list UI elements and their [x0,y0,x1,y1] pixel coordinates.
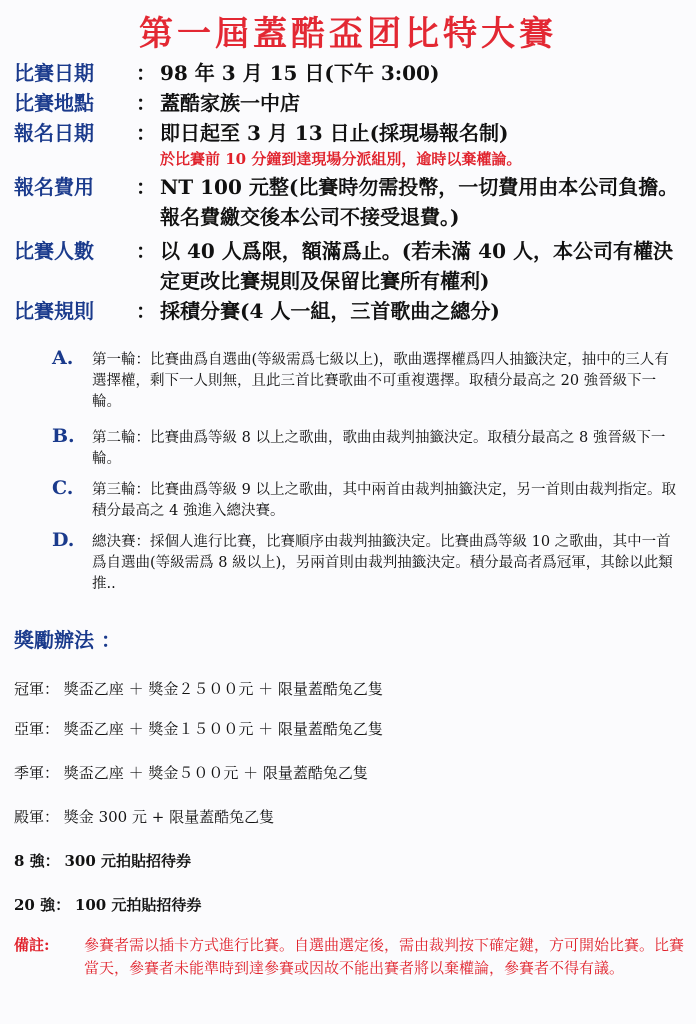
remark-label: 備註: [14,936,50,954]
prize-row-fourth [14,806,674,827]
prize-row-top8 [14,850,674,871]
rule-letter: B. [52,425,75,447]
info-value: 98 年 3 月 15 日(下午 3:00) [160,61,440,85]
info-row-participants [14,236,686,298]
info-colon: ： [136,175,156,199]
info-label: 比賽地點 [14,91,94,115]
page-title: 第一屆蓋酷盃团比特大賽 [139,14,557,54]
info-colon: ： [136,91,156,115]
rule-text: 第一輪：比賽曲爲自選曲(等級需爲七級以上)，歌曲選擇權爲四人抽籤決定，抽中的三人有選擇權，剩下一人則無，且此三首比賽歌曲不可重複選擇。取積分最高之 20 強晉級下一輪。 [92,352,669,410]
info-value: 蓋酷家族一中店 [160,91,300,115]
prize-rank: 冠軍： [14,680,60,698]
info-value: 採積分賽(4 人一組，三首歌曲之總分) [160,299,500,323]
rule-text: 第三輪：比賽曲爲等級 9 以上之歌曲，其中兩首由裁判抽籤決定，另一首則由裁判指定。取積分最高之 4 強進入總決賽。 [92,482,676,519]
rule-letter: A. [52,347,74,369]
info-label: 比賽日期 [14,61,94,85]
info-row-rules [14,296,686,326]
prize-row-champion [14,678,674,699]
arrival-note: 於比賽前 10 分鐘到達現場分派組別，逾時以棄權論。 [160,150,522,168]
info-label: 比賽規則 [14,299,94,323]
prize-rank: 8 強： [14,852,60,870]
prize-row-third [14,762,674,783]
rule-item-b [52,425,688,472]
prize-rank: 殿軍： [14,808,60,826]
info-colon: ： [136,61,156,85]
info-colon: ： [136,121,156,145]
info-value: NT 100 元整(比賽時勿需投幣，一切費用由本公司負擔。報名費繳交後本公司不接受退費。) [160,175,679,229]
prize-detail: 獎盃乙座 ＋ 獎金２５００元 ＋ 限量蓋酷兔乙隻 [63,680,383,698]
info-value: 以 40 人爲限，額滿爲止。(若未滿 40 人，本公司有權決定更改比賽規則及保留比賽所有權利) [160,239,673,293]
prize-detail: 100 元拍貼招待券 [74,896,202,914]
info-row-registration-date [14,118,686,148]
rule-letter: D. [52,529,75,551]
prize-detail: 300 元拍貼招待券 [64,852,191,870]
info-label: 報名日期 [14,121,94,145]
info-label: 報名費用 [14,175,94,199]
prize-detail: 獎盃乙座 ＋ 獎金１５００元 ＋ 限量蓋酷兔乙隻 [63,720,383,738]
prize-row-second [14,718,674,739]
rewards-title: 獎勵辦法 ： [14,628,121,652]
rule-letter: C. [52,477,74,499]
info-colon: ： [136,299,156,323]
info-row-location [14,88,686,118]
info-row-date [14,58,686,88]
rule-item-c [52,477,688,524]
rule-text: 總決賽：採個人進行比賽，比賽順序由裁判抽籤決定。比賽曲爲等級 10 之歌曲，其中一首爲自選曲(等級需爲 8 級以上)，另兩首則由裁判抽籤決定。積分最高者爲冠軍，其餘以此類推.. [92,534,673,592]
rule-item-a [52,347,688,416]
prize-rank: 季軍： [14,764,60,782]
info-row-fee [14,172,686,234]
info-value: 即日起至 3 月 13 日止(採現場報名制) [160,121,509,145]
prize-detail: 獎金 300 元 + 限量蓋酷兔乙隻 [63,808,275,826]
rule-item-d [52,529,688,598]
prize-detail: 獎盃乙座 ＋ 獎金５００元 ＋ 限量蓋酷兔乙隻 [63,764,368,782]
prize-row-top20 [14,894,674,915]
info-colon: ： [136,239,156,263]
rule-text: 第二輪：比賽曲爲等級 8 以上之歌曲，歌曲由裁判抽籤決定。取積分最高之 8 強晉級下一輪。 [92,430,666,467]
prize-rank: 亞軍： [14,720,60,738]
prize-rank: 20 強： [14,896,71,914]
remark-text: 參賽者需以插卡方式進行比賽。自選曲選定後，需由裁判按下確定鍵，方可開始比賽。比賽當天，參賽者未能準時到達參賽或因故不能出賽者將以棄權論，參賽者不得有議。 [84,936,685,977]
info-label: 比賽人數 [14,239,94,263]
